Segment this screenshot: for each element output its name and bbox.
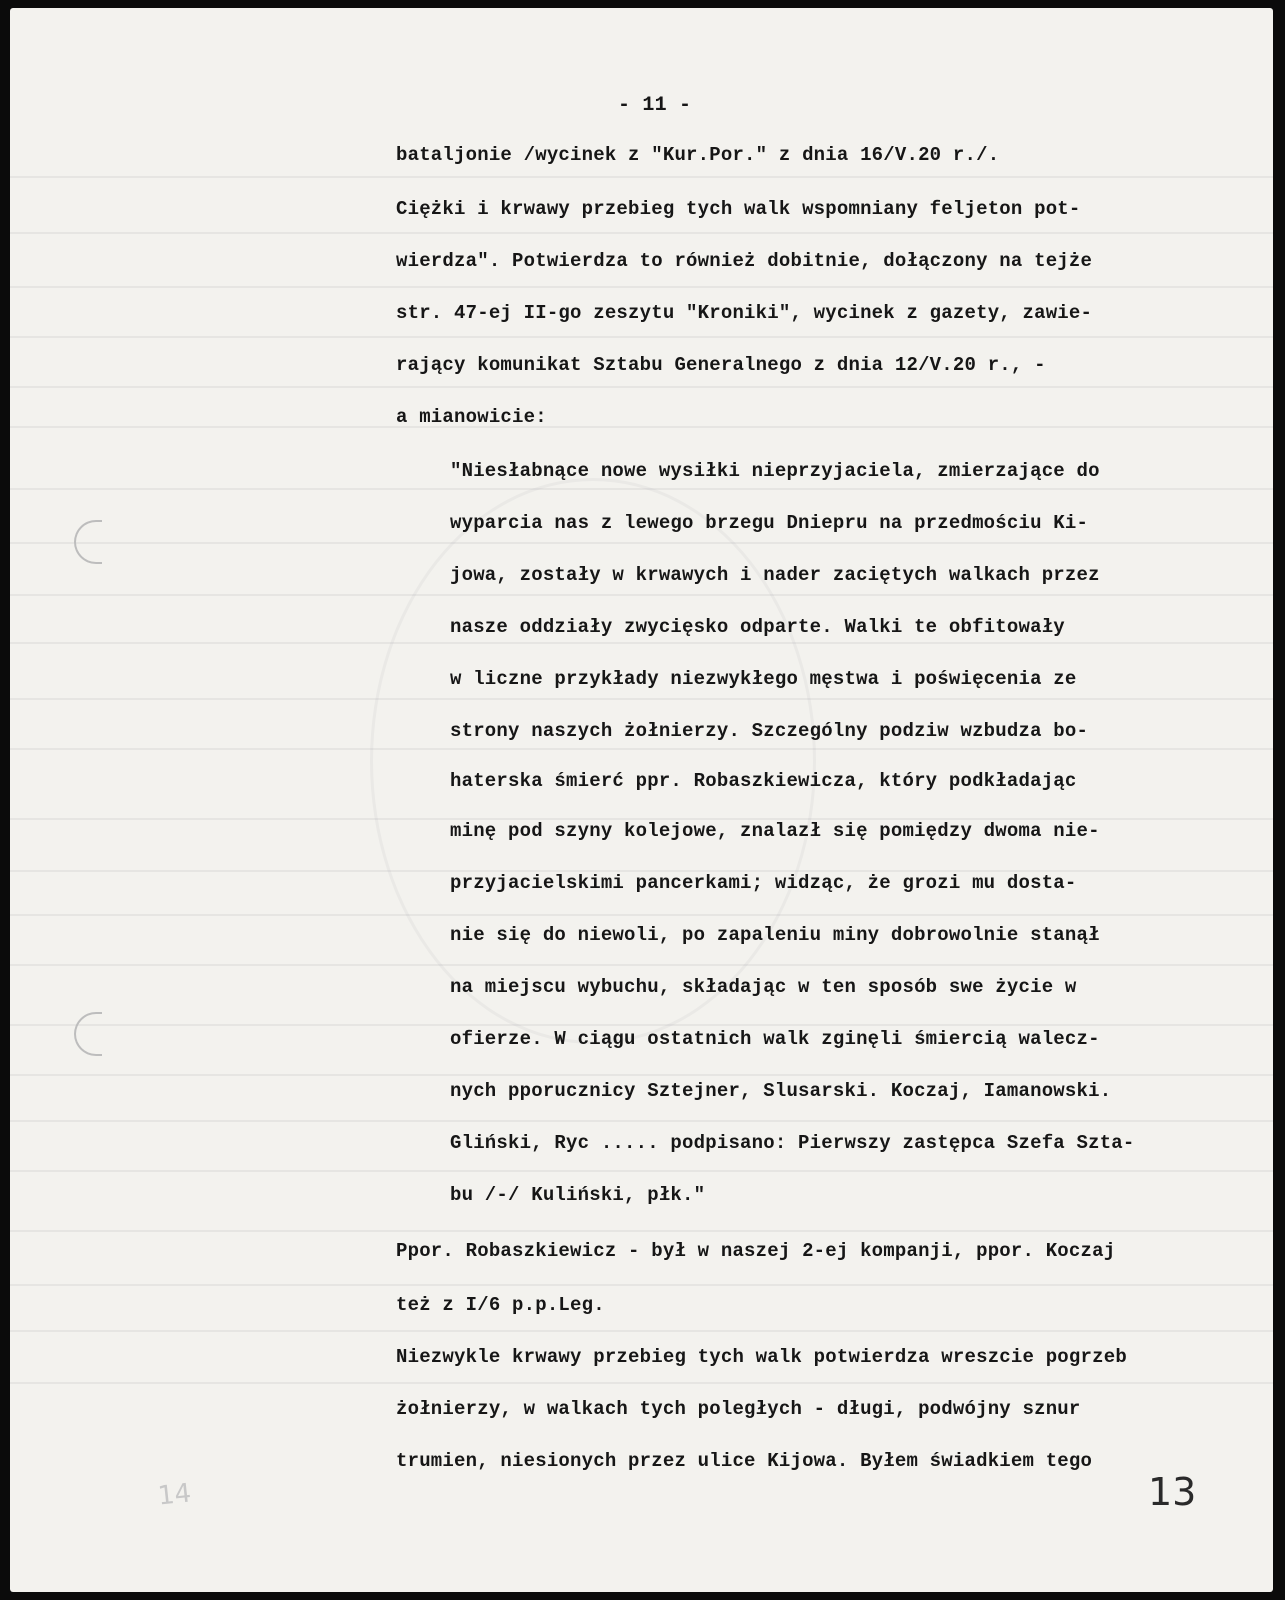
text-line: wierdza". Potwierdza to również dobitnie, dołączony na tejże: [396, 250, 1093, 272]
text-line: trumien, niesionych przez ulice Kijowa. Byłem świadkiem tego: [396, 1450, 1093, 1472]
text-line: żołnierzy, w walkach tych poległych - długi, podwójny sznur: [396, 1398, 1081, 1420]
text-line: rający komunikat Sztabu Generalnego z dnia 12/V.20 r., -: [396, 354, 1046, 376]
text-line: na miejscu wybuchu, składając w ten sposób swe życie w: [450, 976, 1077, 998]
typewritten-text: [10, 8, 1273, 1592]
text-line: bataljonie /wycinek z "Kur.Por." z dnia 16/V.20 r./.: [396, 144, 1000, 166]
text-line: a mianowicie:: [396, 406, 547, 428]
document-page: [10, 8, 1273, 1592]
text-line: bu /-/ Kuliński, płk.": [450, 1184, 706, 1206]
text-line: strony naszych żołnierzy. Szczególny podziw wzbudza bo-: [450, 720, 1089, 742]
text-line: Niezwykle krwawy przebieg tych walk potwierdza wreszcie pogrzeb: [396, 1346, 1127, 1368]
text-line: też z I/6 p.p.Leg.: [396, 1294, 605, 1316]
text-line: jowa, zostały w krwawych i nader zaciętych walkach przez: [450, 564, 1100, 586]
text-line: przyjacielskimi pancerkami; widząc, że grozi mu dosta-: [450, 872, 1077, 894]
handwritten-folio-number: 13: [1148, 1470, 1197, 1514]
text-line: nych pporucznicy Sztejner, Slusarski. Koczaj, Iamanowski.: [450, 1080, 1112, 1102]
text-line: "Niesłabnące nowe wysiłki nieprzyjaciela, zmierzające do: [450, 460, 1100, 482]
text-line: wyparcia nas z lewego brzegu Dniepru na przedmościu Ki-: [450, 512, 1089, 534]
text-line: Gliński, Ryc ..... podpisano: Pierwszy zastępca Szefa Szta-: [450, 1132, 1135, 1154]
pencil-folio-number: 14: [156, 1478, 193, 1512]
text-line: Ppor. Robaszkiewicz - był w naszej 2-ej kompanji, ppor. Koczaj: [396, 1240, 1116, 1262]
text-line: Ciężki i krwawy przebieg tych walk wspomniany feljeton pot-: [396, 198, 1081, 220]
text-line: ofierze. W ciągu ostatnich walk zginęli śmiercią walecz-: [450, 1028, 1100, 1050]
text-line: nie się do niewoli, po zapaleniu miny dobrowolnie stanął: [450, 924, 1100, 946]
text-line: w liczne przykłady niezwykłego męstwa i poświęcenia ze: [450, 668, 1077, 690]
text-line: str. 47-ej II-go zeszytu "Kroniki", wycinek z gazety, zawie-: [396, 302, 1093, 324]
text-line: haterska śmierć ppr. Robaszkiewicza, który podkładając: [450, 770, 1077, 792]
text-line: nasze oddziały zwycięsko odparte. Walki te obfitowały: [450, 616, 1065, 638]
text-line: minę pod szyny kolejowe, znalazł się pomiędzy dwoma nie-: [450, 820, 1100, 842]
page-number: - 11 -: [618, 94, 692, 117]
